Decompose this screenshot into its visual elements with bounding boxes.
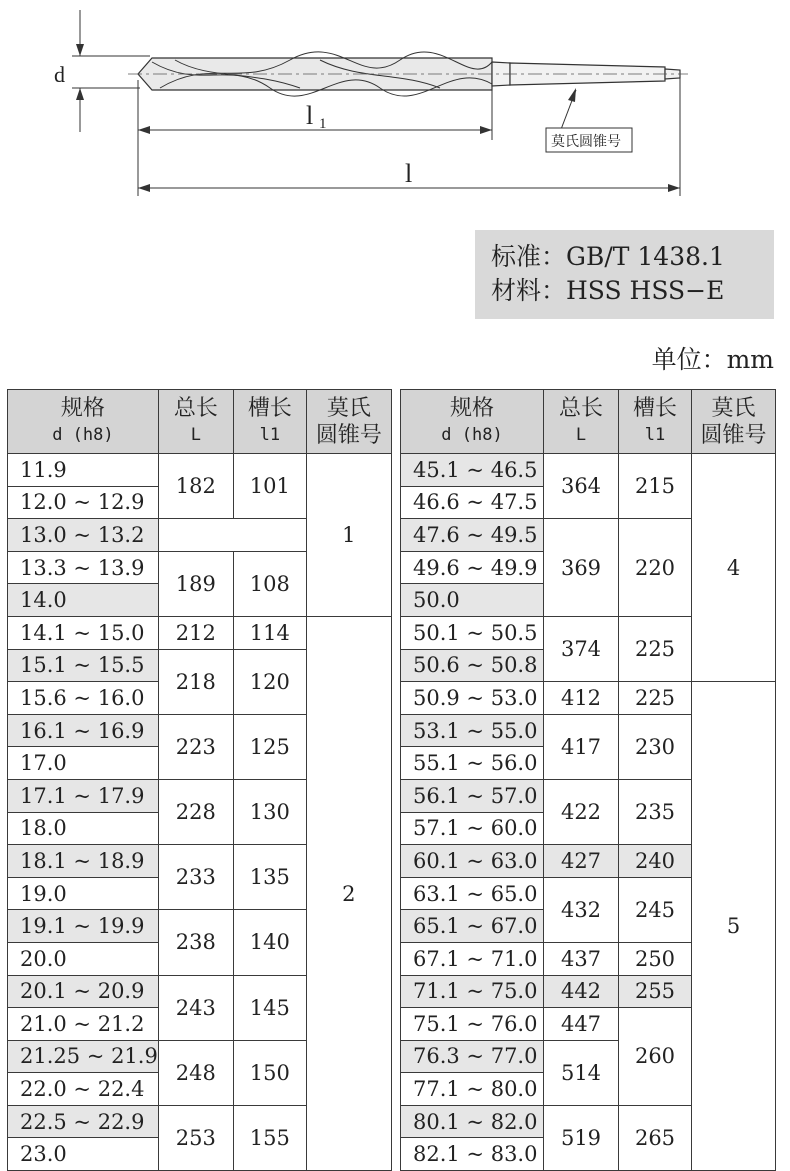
total-length-cell: 218 — [158, 649, 233, 714]
flute-length-cell: 130 — [233, 779, 306, 844]
total-length-cell: 182 — [158, 454, 233, 519]
spec-cell: 17.1 ~ 17.9 — [8, 779, 159, 812]
spec-cell: 63.1 ~ 65.0 — [401, 877, 544, 910]
flute-length-cell: 101 — [233, 454, 306, 519]
flute-length-cell: 260 — [619, 1008, 692, 1106]
flute-length-cell: 215 — [619, 454, 692, 519]
spec-cell: 21.25 ~ 21.9 — [8, 1040, 159, 1073]
total-length-cell: 223 — [158, 714, 233, 779]
spec-cell: 50.6 ~ 50.8 — [401, 649, 544, 682]
spec-cell: 22.5 ~ 22.9 — [8, 1105, 159, 1138]
spec-cell: 17.0 — [8, 747, 159, 780]
flute-length-cell: 225 — [619, 616, 692, 681]
dim-l1-label: l — [306, 101, 314, 130]
spec-cell: 12.0 ~ 12.9 — [8, 486, 159, 519]
flute-length-cell: 155 — [233, 1105, 306, 1170]
spec-cell: 14.1 ~ 15.0 — [8, 616, 159, 649]
spec-cell: 55.1 ~ 56.0 — [401, 747, 544, 780]
flute-length-cell: 265 — [619, 1105, 692, 1170]
spec-cell: 15.6 ~ 16.0 — [8, 682, 159, 715]
dim-l1-subscript: 1 — [319, 116, 327, 132]
morse-taper-cell: 1 — [306, 454, 391, 617]
flute-length-cell: 114 — [233, 616, 306, 649]
flute-length-cell: 220 — [619, 519, 692, 617]
spec-cell: 13.0 ~ 13.2 — [8, 519, 159, 552]
table-header-row — [401, 390, 776, 454]
spec-cell: 75.1 ~ 76.0 — [401, 1008, 544, 1041]
spec-cell: 65.1 ~ 67.0 — [401, 910, 544, 943]
spec-cell: 77.1 ~ 80.0 — [401, 1073, 544, 1106]
table-row — [401, 454, 776, 487]
total-length-cell: 233 — [158, 845, 233, 910]
morse-taper-cell: 5 — [692, 682, 776, 1171]
spec-cell: 67.1 ~ 71.0 — [401, 942, 544, 975]
total-length-cell: 437 — [544, 942, 619, 975]
total-length-cell: 447 — [544, 1008, 619, 1041]
flute-length-cell: 255 — [619, 975, 692, 1008]
spec-cell: 76.3 ~ 77.0 — [401, 1040, 544, 1073]
total-length-cell: 238 — [158, 910, 233, 975]
spec-cell: 15.1 ~ 15.5 — [8, 649, 159, 682]
total-length-cell: 369 — [544, 519, 619, 617]
drill-drawing — [0, 0, 790, 215]
spec-cell: 80.1 ~ 82.0 — [401, 1105, 544, 1138]
flute-length-cell: 145 — [233, 975, 306, 1040]
spec-cell: 50.9 ~ 53.0 — [401, 682, 544, 715]
spec-cell: 56.1 ~ 57.0 — [401, 779, 544, 812]
taper-label: 莫氏圆锥号 — [551, 134, 621, 150]
header-flute-length: 槽长 l1 — [619, 390, 692, 454]
spec-cell: 20.1 ~ 20.9 — [8, 975, 159, 1008]
arrow-icon — [76, 44, 84, 56]
arrow-icon — [76, 88, 84, 100]
flute-length-cell: 108 — [233, 551, 306, 616]
flute-length-cell: 230 — [619, 714, 692, 779]
total-length-cell: 253 — [158, 1105, 233, 1170]
table-row — [8, 454, 392, 487]
total-length-cell: 228 — [158, 779, 233, 844]
header-morse-taper: 莫氏 圆锥号 — [306, 390, 391, 454]
spec-cell: 22.0 ~ 22.4 — [8, 1073, 159, 1106]
total-length-cell: 427 — [544, 845, 619, 878]
flute-length-cell: 150 — [233, 1040, 306, 1105]
morse-taper-cell: 2 — [306, 616, 391, 1170]
header-morse-taper: 莫氏 圆锥号 — [692, 390, 776, 454]
material-line: 材料：HSS HSS−E — [491, 276, 725, 305]
total-length-cell: 417 — [544, 714, 619, 779]
spec-cell: 14.0 — [8, 584, 159, 617]
total-length-cell: 364 — [544, 454, 619, 519]
total-length-cell: 243 — [158, 975, 233, 1040]
spec-cell: 18.0 — [8, 812, 159, 845]
drill-diagram — [0, 0, 790, 215]
header-flute-length: 槽长 l1 — [233, 390, 306, 454]
header-spec: 规格 d (h8) — [8, 390, 159, 454]
header-spec: 规格 d (h8) — [401, 390, 544, 454]
flute-length-cell: 140 — [233, 910, 306, 975]
spec-cell: 16.1 ~ 16.9 — [8, 714, 159, 747]
spec-cell: 19.0 — [8, 877, 159, 910]
spec-cell: 47.6 ~ 49.5 — [401, 519, 544, 552]
flute-length-cell: 235 — [619, 779, 692, 844]
flute-length-cell: 135 — [233, 845, 306, 910]
spec-cell: 50.1 ~ 50.5 — [401, 616, 544, 649]
dim-l-label: l — [405, 159, 413, 188]
total-length-cell: 519 — [544, 1105, 619, 1170]
spec-cell: 60.1 ~ 63.0 — [401, 845, 544, 878]
morse-taper-cell: 4 — [692, 454, 776, 682]
spec-cell: 11.9 — [8, 454, 159, 487]
table-row — [8, 616, 392, 649]
header-total-length: 总长 L — [544, 390, 619, 454]
spec-cell: 20.0 — [8, 942, 159, 975]
spec-cell: 45.1 ~ 46.5 — [401, 454, 544, 487]
flute-length-cell: 225 — [619, 682, 692, 715]
spec-cell: 57.1 ~ 60.0 — [401, 812, 544, 845]
total-length-cell: 248 — [158, 1040, 233, 1105]
total-length-cell: 432 — [544, 877, 619, 942]
flute-length-cell: 250 — [619, 942, 692, 975]
unit-label: 单位：mm — [651, 345, 774, 374]
spec-cell: 19.1 ~ 19.9 — [8, 910, 159, 943]
total-length-cell: 412 — [544, 682, 619, 715]
flute-length-cell: 245 — [619, 877, 692, 942]
table-header-row — [8, 390, 392, 454]
flute-length-cell: 125 — [233, 714, 306, 779]
spec-cell: 53.1 ~ 55.0 — [401, 714, 544, 747]
spec-cell: 21.0 ~ 21.2 — [8, 1008, 159, 1041]
dim-d-label: d — [54, 62, 65, 87]
table-row — [401, 682, 776, 715]
total-length-cell: 422 — [544, 779, 619, 844]
spec-cell: 71.1 ~ 75.0 — [401, 975, 544, 1008]
spec-table-right — [400, 389, 776, 1171]
spec-cell: 49.6 ~ 49.9 — [401, 551, 544, 584]
header-total-length: 总长 L — [158, 390, 233, 454]
spec-cell: 13.3 ~ 13.9 — [8, 551, 159, 584]
total-length-cell: 212 — [158, 616, 233, 649]
spec-cell: 82.1 ~ 83.0 — [401, 1138, 544, 1171]
flute-length-cell: 240 — [619, 845, 692, 878]
total-length-cell: 514 — [544, 1040, 619, 1105]
spec-table-left — [7, 389, 392, 1171]
spec-cell: 50.0 — [401, 584, 544, 617]
total-length-cell: 442 — [544, 975, 619, 1008]
spec-cell: 23.0 — [8, 1138, 159, 1171]
flute-length-cell: 120 — [233, 649, 306, 714]
total-length-cell: 374 — [544, 616, 619, 681]
spec-cell: 46.6 ~ 47.5 — [401, 486, 544, 519]
standard-line: 标准：GB/T 1438.1 — [491, 242, 725, 271]
total-length-cell: 189 — [158, 551, 233, 616]
standard-box — [475, 230, 774, 319]
spec-cell: 18.1 ~ 18.9 — [8, 845, 159, 878]
